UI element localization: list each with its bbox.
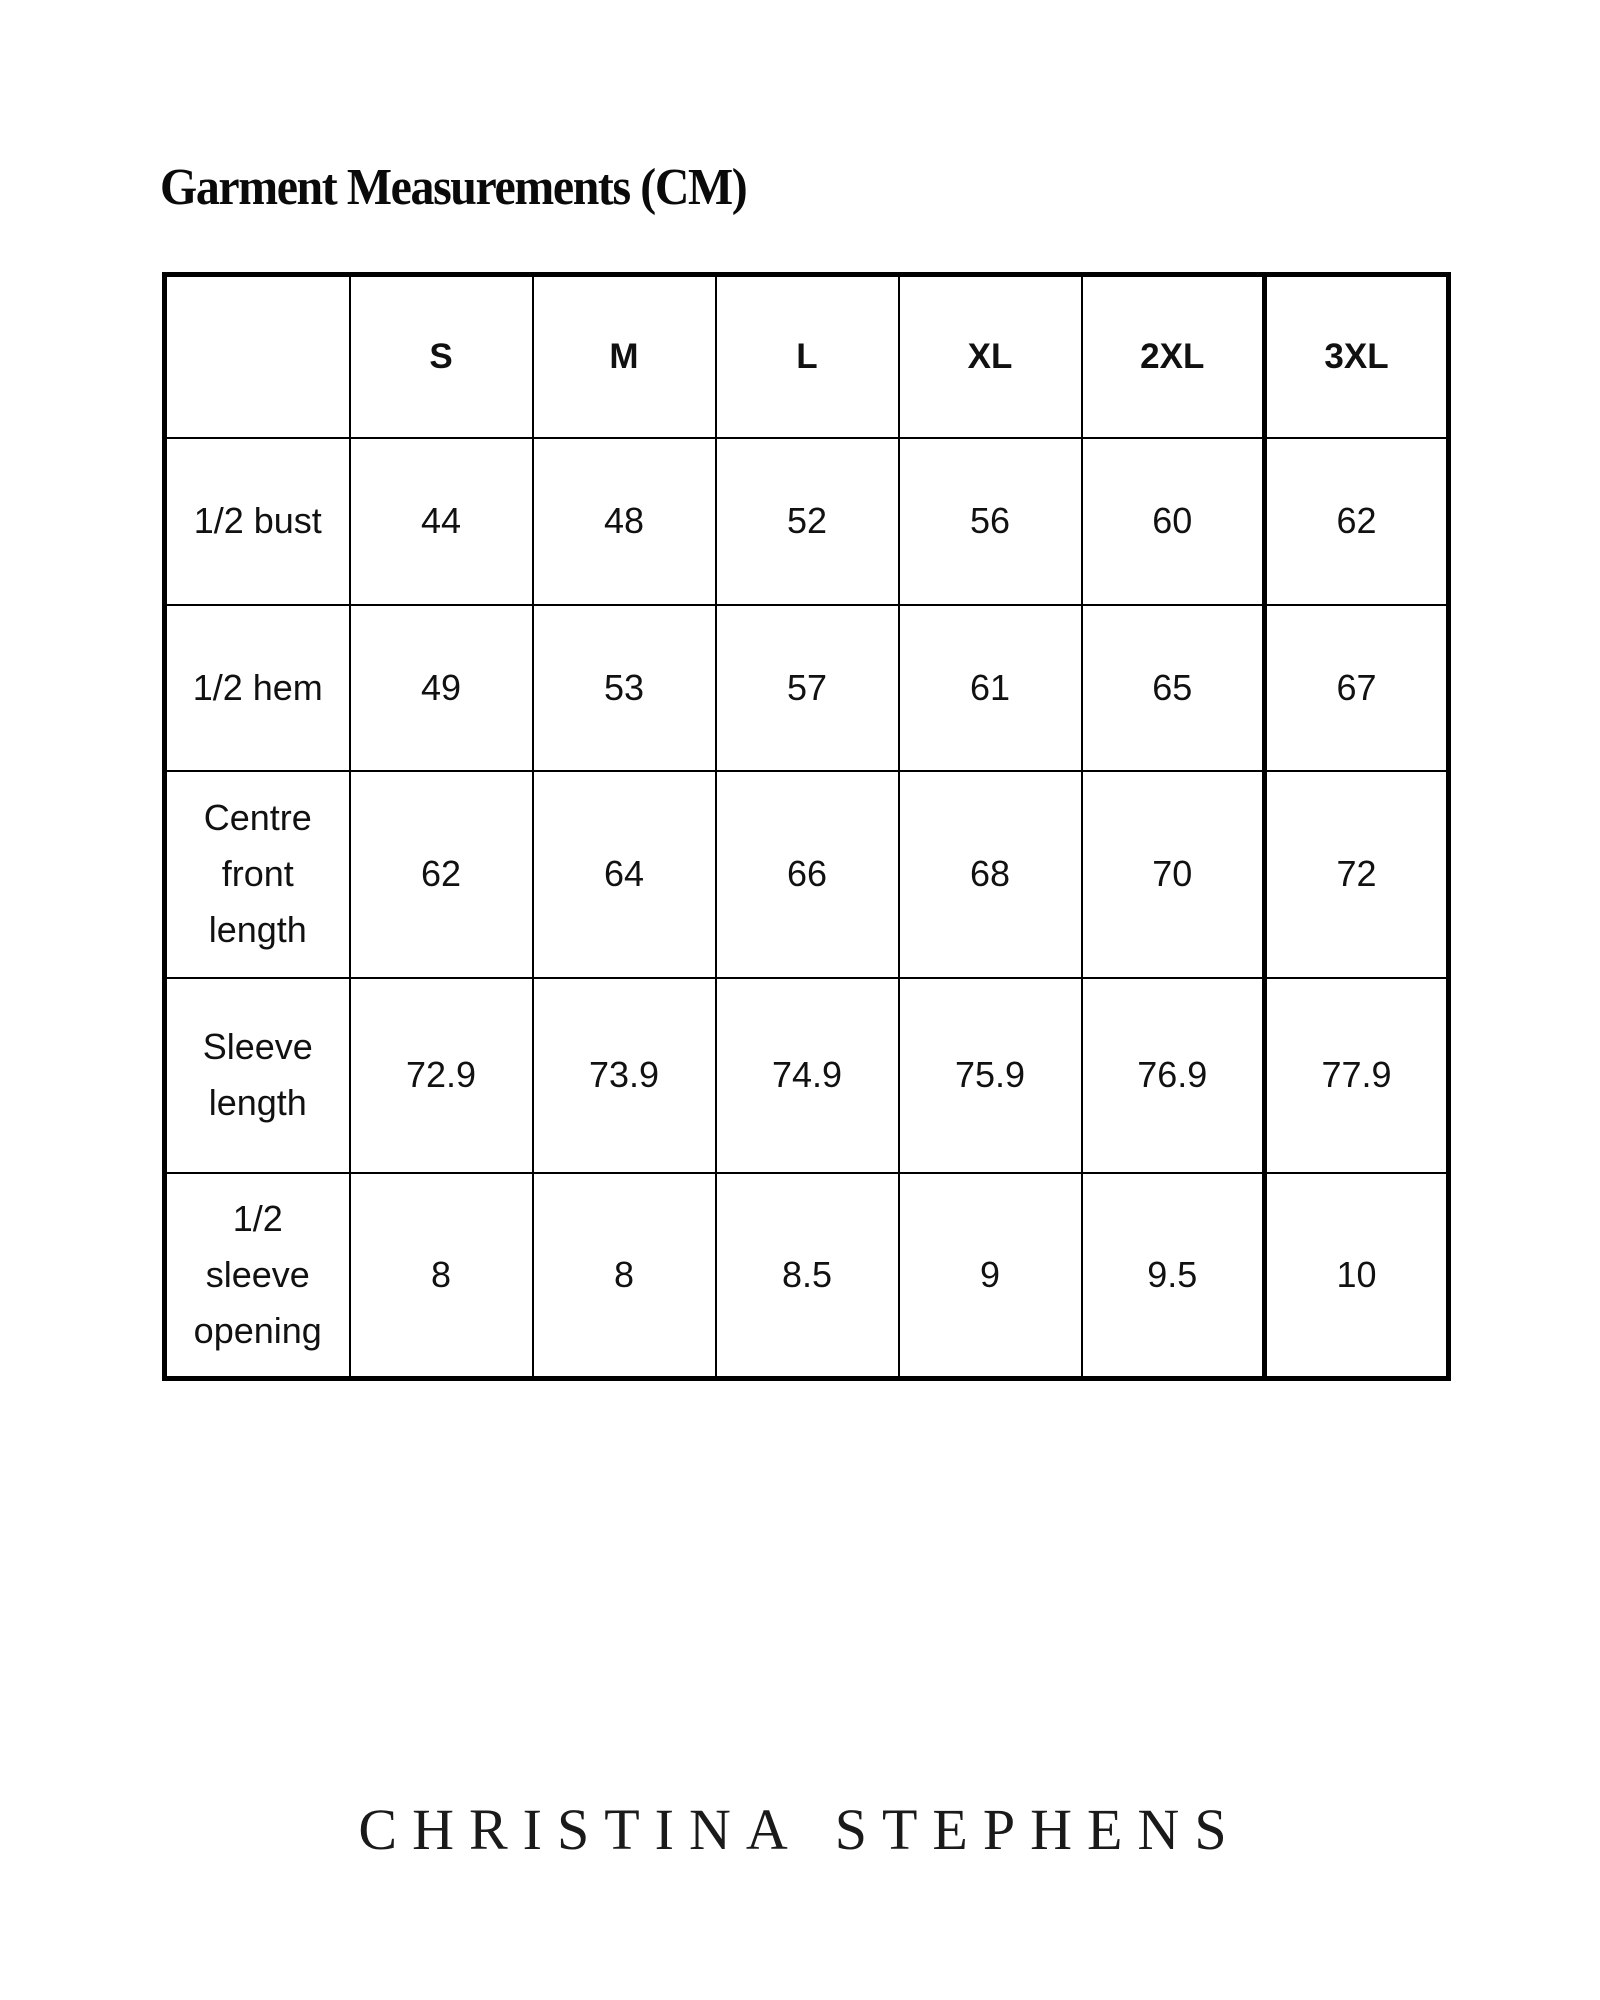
table-cell: 10 xyxy=(1265,1173,1449,1379)
brand-last-name: STEPHENS xyxy=(834,1797,1242,1862)
table-cell: 52 xyxy=(716,438,899,605)
table-cell: 75.9 xyxy=(899,978,1082,1173)
table-cell: 72.9 xyxy=(350,978,533,1173)
table-cell: 62 xyxy=(1265,438,1449,605)
table-cell: 74.9 xyxy=(716,978,899,1173)
table-row-centre-front-length xyxy=(165,771,1449,978)
table-row-half-hem xyxy=(165,605,1449,771)
table-cell: 67 xyxy=(1265,605,1449,771)
table-cell: 62 xyxy=(350,771,533,978)
table-row-sleeve-length xyxy=(165,978,1449,1173)
row-label-line: front xyxy=(221,853,294,894)
table-header-row xyxy=(165,275,1449,438)
size-header-3xl: 3XL xyxy=(1265,275,1449,438)
row-label: 1/2 hem xyxy=(165,605,350,771)
size-header-2xl: 2XL xyxy=(1082,275,1265,438)
size-header-l: L xyxy=(716,275,899,438)
table-cell: 64 xyxy=(533,771,716,978)
table-cell: 73.9 xyxy=(533,978,716,1173)
row-label xyxy=(165,1173,350,1379)
table-cell: 60 xyxy=(1082,438,1265,605)
table-cell: 68 xyxy=(899,771,1082,978)
table-cell: 9 xyxy=(899,1173,1082,1379)
table-cell: 8 xyxy=(350,1173,533,1379)
row-label xyxy=(165,771,350,978)
size-header-m: M xyxy=(533,275,716,438)
row-label-line: Sleeve xyxy=(202,1026,313,1067)
size-header-s: S xyxy=(350,275,533,438)
table-cell: 8 xyxy=(533,1173,716,1379)
table-cell: 70 xyxy=(1082,771,1265,978)
row-label-line: length xyxy=(208,1082,307,1123)
row-label: 1/2 bust xyxy=(165,438,350,605)
table-cell: 48 xyxy=(533,438,716,605)
table-cell: 77.9 xyxy=(1265,978,1449,1173)
table-cell: 8.5 xyxy=(716,1173,899,1379)
table-cell: 49 xyxy=(350,605,533,771)
row-label-line: length xyxy=(208,909,307,950)
size-header-xl: XL xyxy=(899,275,1082,438)
row-label-line: sleeve xyxy=(205,1253,310,1295)
brand-wordmark xyxy=(0,1796,1600,1863)
brand-first-name: CHRISTINA xyxy=(358,1797,803,1862)
row-label-line: opening xyxy=(193,1309,322,1351)
table-row-half-sleeve-opening xyxy=(165,1173,1449,1379)
page-title: Garment Measurements (CM) xyxy=(160,159,747,216)
row-label xyxy=(165,978,350,1173)
measurements-table xyxy=(162,272,1451,1381)
row-label-line: 1/2 xyxy=(232,1197,283,1239)
table-cell: 76.9 xyxy=(1082,978,1265,1173)
corner-cell xyxy=(165,275,350,438)
table-cell: 53 xyxy=(533,605,716,771)
table-cell: 72 xyxy=(1265,771,1449,978)
table-cell: 9.5 xyxy=(1082,1173,1265,1379)
table-cell: 66 xyxy=(716,771,899,978)
table-cell: 44 xyxy=(350,438,533,605)
table-row-half-bust xyxy=(165,438,1449,605)
table-cell: 57 xyxy=(716,605,899,771)
table-cell: 65 xyxy=(1082,605,1265,771)
table-cell: 61 xyxy=(899,605,1082,771)
row-label-line: Centre xyxy=(203,797,312,838)
table-cell: 56 xyxy=(899,438,1082,605)
